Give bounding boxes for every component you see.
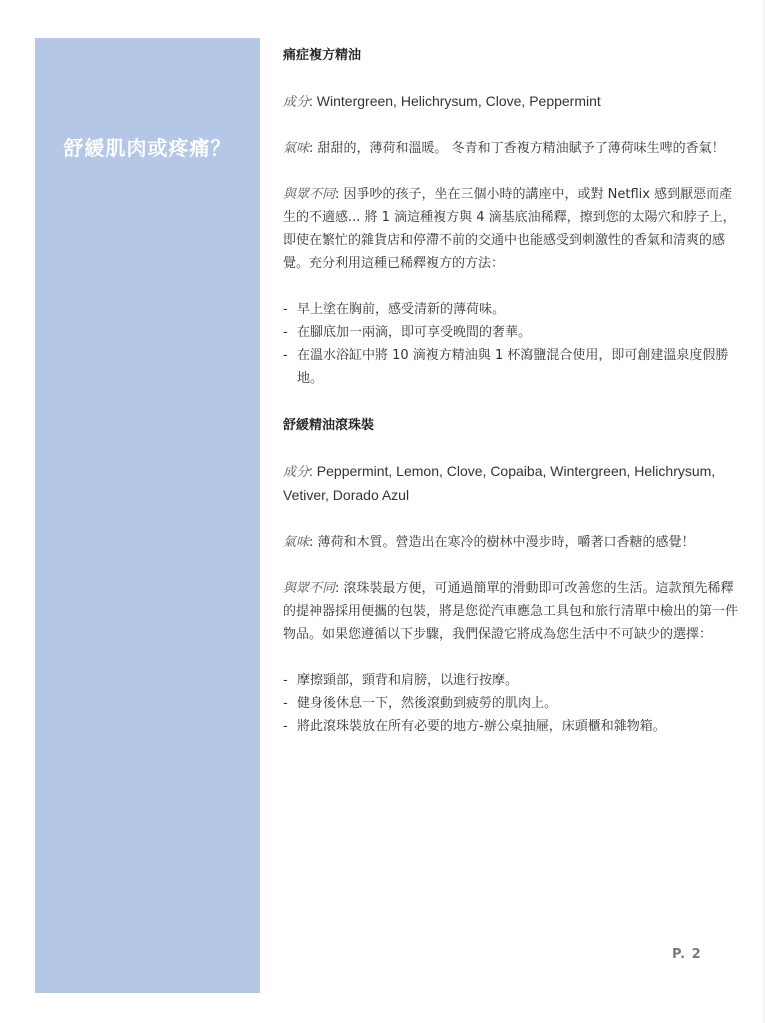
list-item: - 早上塗在胸前，感受清新的薄荷味。 — [283, 298, 738, 321]
list-item: - 健身後休息一下，然後滾動到疲勞的肌肉上。 — [283, 692, 738, 715]
section-title-pain-blend: 痛症複方精油 — [283, 48, 362, 63]
scent-label: 氣味 — [283, 535, 310, 550]
bullet-dash: - — [283, 302, 288, 317]
different-paragraph — [283, 183, 738, 275]
scent-text: : 薄荷和木質。營造出在寒冷的樹林中漫步時，嚼著口香糖的感覺！ — [309, 535, 695, 550]
scent-paragraph — [283, 531, 738, 554]
sidebar-panel — [35, 38, 260, 993]
bullet-dash: - — [283, 325, 288, 340]
usage-list — [283, 669, 738, 738]
list-item: - 將此滾珠裝放在所有必要的地方-辦公桌抽屜，床頭櫃和雜物箱。 — [283, 715, 738, 738]
list-item: - 摩擦頸部，頸背和肩膀，以進行按摩。 — [283, 669, 738, 692]
main-content — [283, 44, 738, 738]
section-title-roll-on: 舒緩精油滾珠裝 — [283, 418, 375, 433]
list-item: - 在腳底加一兩滴，即可享受晚間的奢華。 — [283, 321, 738, 344]
sidebar-title: 舒緩肌肉或疼痛？ — [63, 136, 232, 160]
ingredients-label: 成分 — [283, 95, 310, 110]
page-number: P. 2 — [672, 947, 702, 962]
ingredients-paragraph — [283, 460, 738, 508]
different-text: : 因爭吵的孩子，坐在三個小時的講座中，或對 Netflix 感到厭惡而產生的不適感... 將 1 滴這種複方與 4 滴基底油稀釋，擦到您的太陽穴和脖子上，即使在繁忙的雜貨店和停滯不前的交通中也能感受到刺激性的香氣和清爽的感覺。充分利用這種已稀釋複方的方法： — [283, 187, 736, 271]
bullet-dash: - — [283, 719, 288, 734]
different-label: 與眾不同 — [283, 187, 336, 202]
scent-text: : 甜甜的，薄荷和溫暖。 冬青和丁香複方精油賦予了薄荷味生啤的香氣！ — [309, 141, 725, 156]
ingredients-text: : Peppermint, Lemon, Clove, Copaiba, Wintergreen, Helichrysum, Vetiver, Dorado Azul — [283, 463, 716, 503]
list-item: - 在溫水浴缸中將 10 滴複方精油與 1 杯瀉鹽混合使用，即可創建溫泉度假勝地。 — [283, 344, 738, 390]
different-label: 與眾不同 — [283, 581, 336, 596]
scent-label: 氣味 — [283, 141, 310, 156]
usage-list — [283, 298, 738, 390]
ingredients-text: : Wintergreen, Helichrysum, Clove, Peppermint — [309, 93, 601, 109]
ingredients-paragraph — [283, 90, 738, 114]
ingredients-label: 成分 — [283, 465, 310, 480]
bullet-dash: - — [283, 696, 288, 711]
bullet-dash: - — [283, 348, 288, 363]
bullet-dash: - — [283, 673, 288, 688]
different-paragraph — [283, 577, 738, 646]
scent-paragraph — [283, 137, 738, 160]
different-text: : 滾珠裝最方便，可通過簡單的滑動即可改善您的生活。這款預先稀釋的提神器採用便攜的包裝，將是您從汽車應急工具包和旅行清單中檢出的第一件物品。如果您遵循以下步驟，我們保證它將成為您生活中不可缺少的選擇： — [283, 581, 739, 642]
